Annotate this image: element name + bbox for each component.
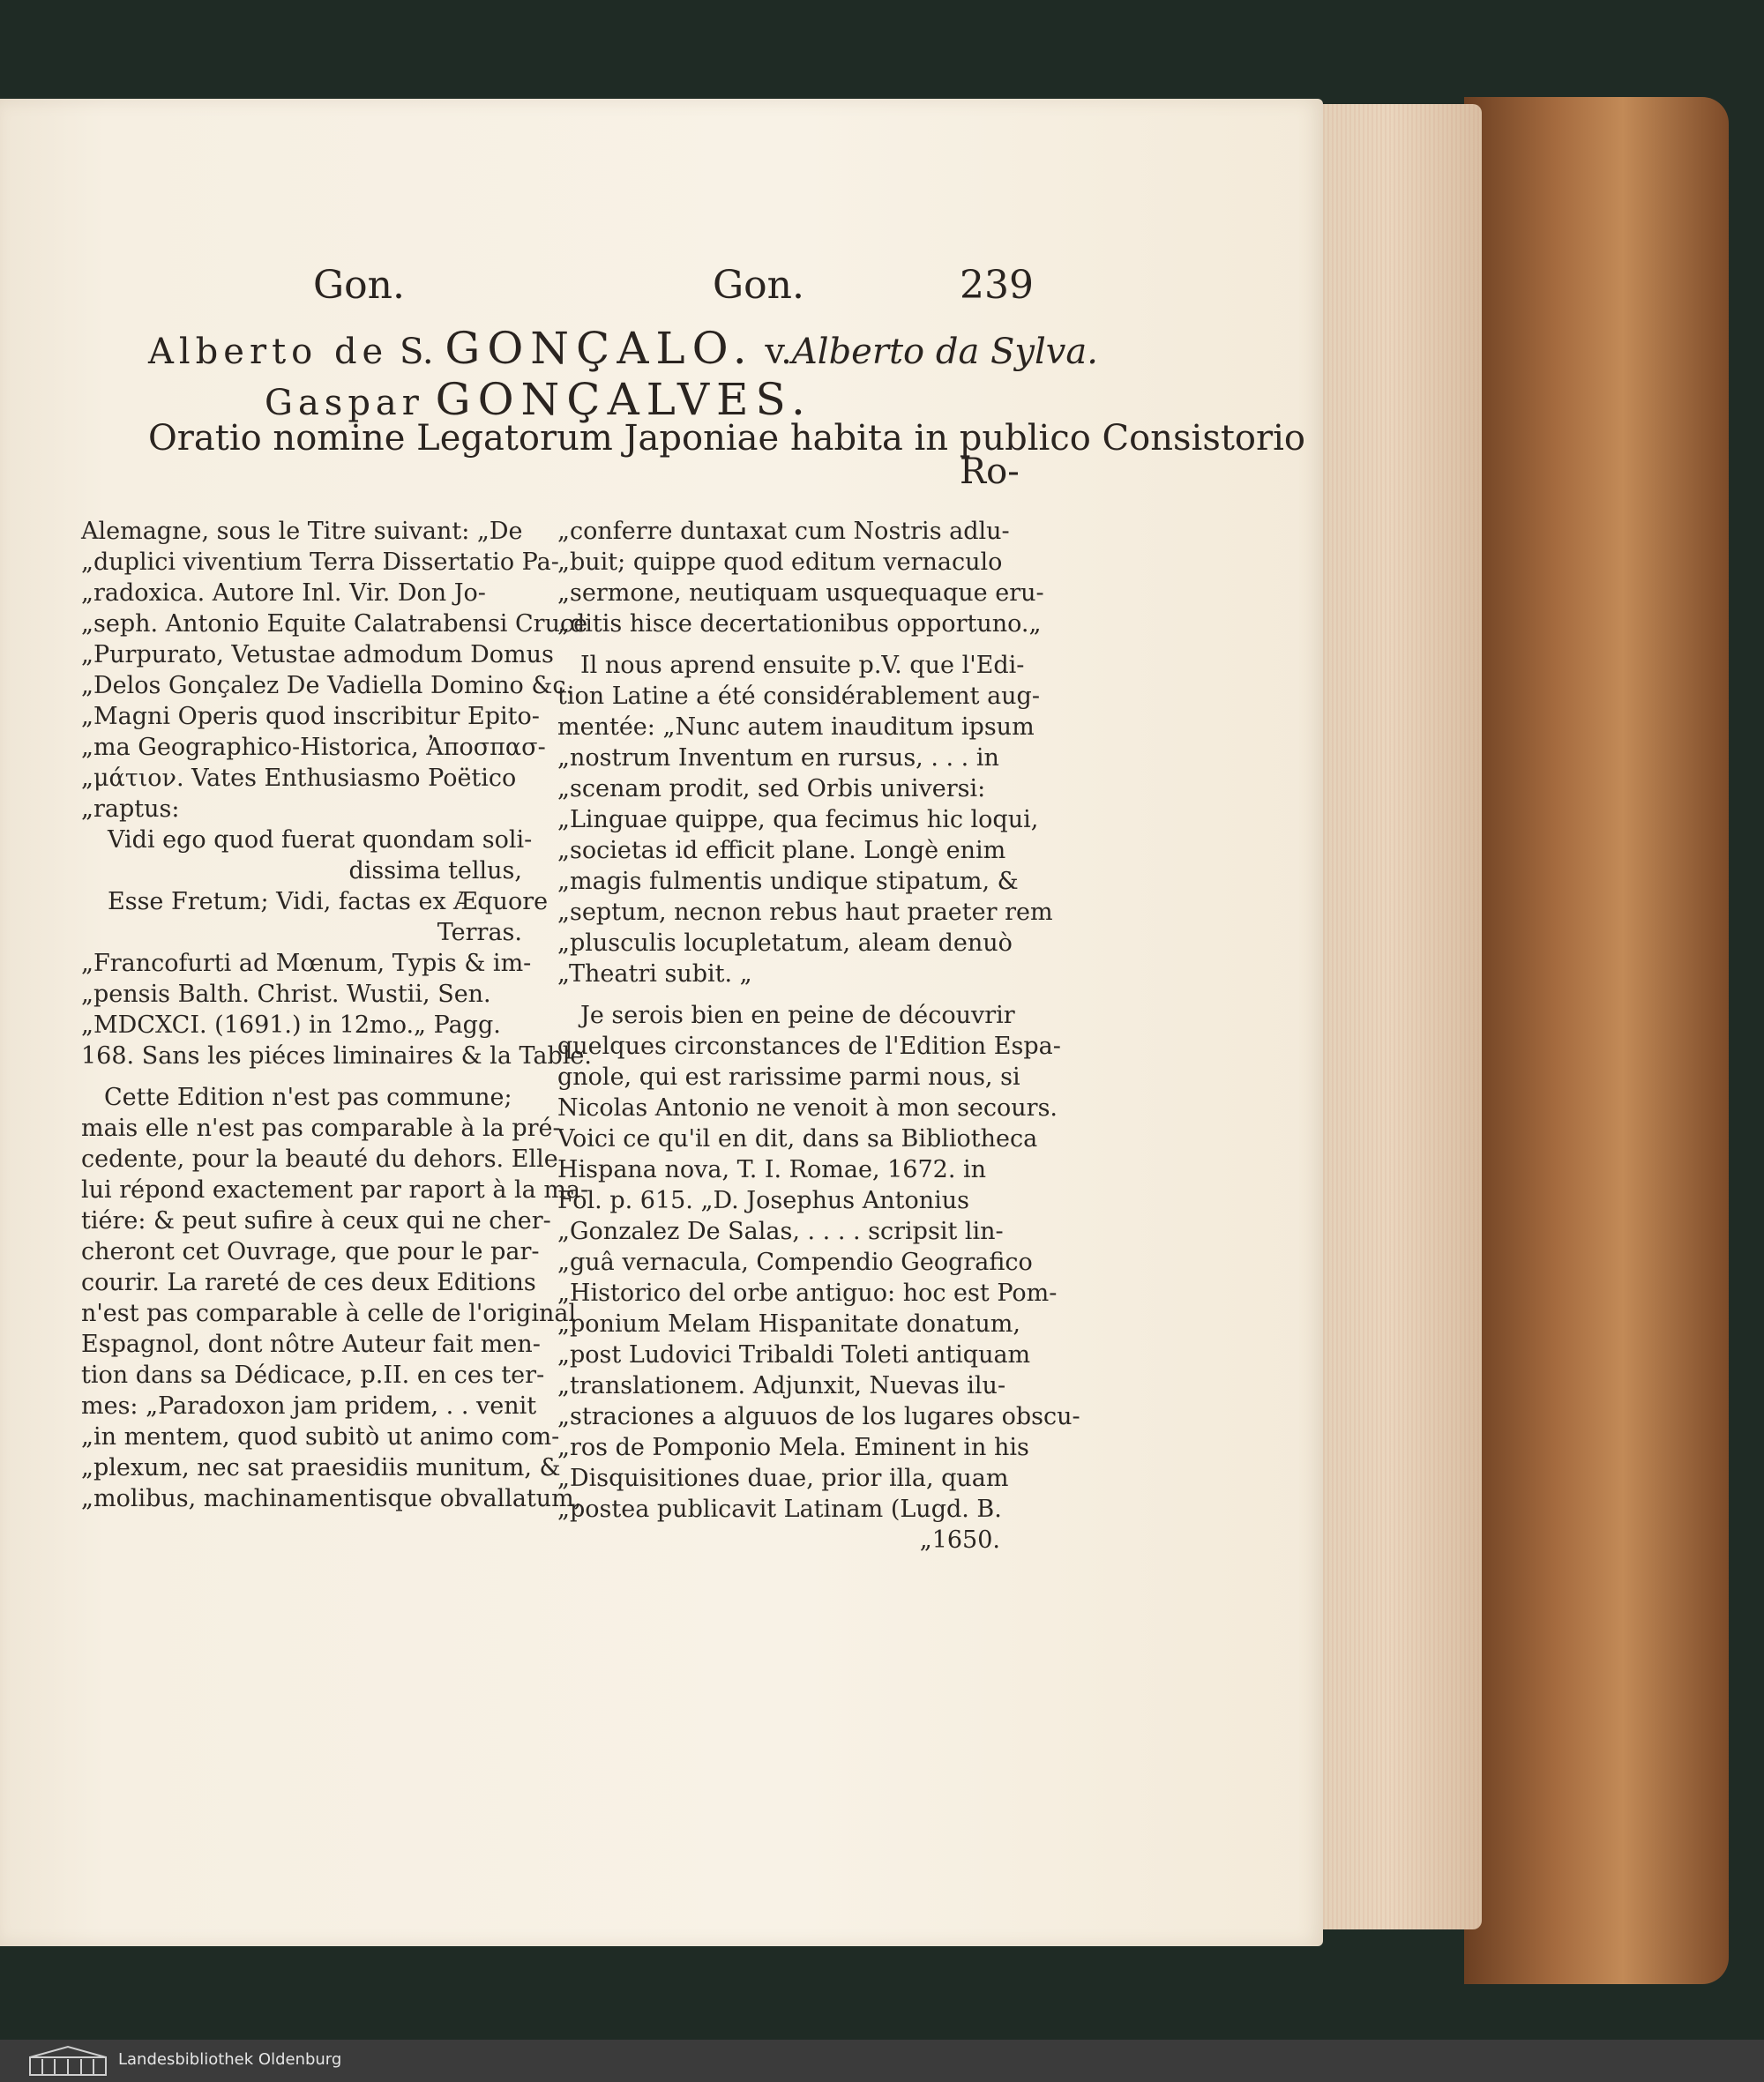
text-line: Fol. p. 615. „D. Josephus Antonius: [557, 1187, 969, 1214]
text-line: mentée: „Nunc autem inauditum ipsum: [557, 713, 1035, 741]
text-line: „ponium Melam Hispanitate donatum,: [557, 1310, 1020, 1338]
text-line: „societas id efficit plane. Longè enim: [557, 837, 1006, 864]
entry-name-saint: S.: [399, 332, 434, 372]
text-line: „Purpurato, Vetustae admodum Domus: [81, 641, 554, 668]
right-text-column: [557, 516, 1080, 1556]
footer-bar: [0, 2040, 1764, 2082]
text-line: „1650.: [919, 1526, 1000, 1554]
text-line: tion dans sa Dédicace, p.II. en ces ter-: [81, 1362, 545, 1389]
text-line: Nicolas Antonio ne venoit à mon secours.: [557, 1094, 1058, 1122]
entry-surname: GONÇALVES.: [435, 374, 812, 425]
text-line: cedente, pour la beauté du dehors. Elle: [81, 1145, 558, 1173]
text-line: „seph. Antonio Equite Calatrabensi Cruce: [81, 610, 588, 638]
footer-label: Landesbibliothek Oldenburg: [118, 2050, 342, 2069]
verse-line: Esse Fretum; Vidi, factas ex Æquore: [108, 888, 549, 915]
entry-name-prefix: Gaspar: [265, 383, 424, 423]
text-line: cheront cet Ouvrage, que pour le par-: [81, 1238, 540, 1265]
text-line: 168. Sans les piéces liminaires & la Table.: [81, 1042, 592, 1070]
text-line: „MDCXCI. (1691.) in 12mo.„ Pagg.: [81, 1011, 501, 1039]
text-line: „ros de Pomponio Mela. Eminent in his: [557, 1434, 1029, 1461]
text-line: Alemagne, sous le Titre suivant: „De: [81, 518, 523, 545]
text-line: „Disquisitiones duae, prior illa, quam: [557, 1465, 1009, 1492]
text-line: „post Ludovici Tribaldi Toleti antiquam: [557, 1341, 1031, 1369]
text-line: gnole, qui est rarissime parmi nous, si: [557, 1063, 1020, 1091]
text-line: Il nous aprend ensuite p.V. que l'Edi-: [580, 652, 1025, 679]
running-head-center: Gon.: [713, 263, 804, 308]
text-line: „Gonzalez De Salas, . . . . scripsit lin-: [557, 1218, 1004, 1245]
book-cover: [1464, 97, 1729, 1984]
text-line: tion Latine a été considérablement aug-: [557, 683, 1040, 710]
verse-line: dissima tellus,: [348, 857, 522, 884]
text-line: „scenam prodit, sed Orbis universi:: [557, 775, 986, 802]
text-line: Je serois bien en peine de découvrir: [580, 1002, 1015, 1029]
text-line: lui répond exactement par raport à la ma-: [81, 1176, 589, 1204]
left-text-column: [81, 516, 592, 1514]
work-title-line-1: Oratio nomine Legatorum Japoniae habita in publico Consistorio: [148, 418, 1305, 459]
work-title-line-2: Ro-: [960, 451, 1020, 492]
text-line: „Magni Operis quod inscribitur Epito-: [81, 703, 540, 730]
text-line: „buit; quippe quod editum vernaculo: [557, 548, 1003, 576]
text-line: „radoxica. Autore Inl. Vir. Don Jo-: [81, 579, 486, 607]
text-line: mes: „Paradoxon jam pridem, . . venit: [81, 1392, 537, 1420]
text-line: „pensis Balth. Christ. Wustii, Sen.: [81, 981, 491, 1008]
entry-heading-alberto: [148, 323, 1098, 374]
text-line: „Delos Gonçalez De Vadiella Domino &c.: [81, 672, 574, 699]
text-line: „in mentem, quod subitò ut animo com-: [81, 1423, 560, 1451]
running-head-left: Gon.: [313, 263, 405, 308]
text-line: „plexum, nec sat praesidiis munitum, &: [81, 1454, 561, 1481]
text-line: n'est pas comparable à celle de l'original: [81, 1300, 577, 1327]
paragraph-gap: [557, 639, 1009, 650]
text-line: „postea publicavit Latinam (Lugd. B.: [557, 1496, 1002, 1523]
verse-line: Terras.: [437, 919, 522, 946]
text-line: Espagnol, dont nôtre Auteur fait men-: [81, 1331, 541, 1358]
page-number: 239: [960, 263, 1034, 308]
text-line: „conferre duntaxat cum Nostris adlu-: [557, 518, 1010, 545]
verse-line: Vidi ego quod fuerat quondam soli-: [108, 826, 533, 854]
text-line: „sermone, neutiquam usquequaque eru-: [557, 579, 1044, 607]
text-line: quelques circonstances de l'Edition Espa-: [557, 1033, 1061, 1060]
text-line: „raptus:: [81, 795, 180, 823]
text-line: „Historico del orbe antiguo: hoc est Pom-: [557, 1280, 1058, 1307]
text-line: „guâ vernacula, Compendio Geografico: [557, 1249, 1033, 1276]
text-line: courir. La rareté de ces deux Editions: [81, 1269, 536, 1296]
page-edges: [1314, 104, 1482, 1929]
entry-crossref-marker: v.: [765, 332, 792, 372]
text-line: „septum, necnon rebus haut praeter rem: [557, 899, 1053, 926]
library-building-icon: [28, 2045, 108, 2077]
text-line: „molibus, machinamentisque obvallatum,: [81, 1485, 582, 1512]
text-line: „magis fulmentis undique stipatum, &: [557, 868, 1019, 895]
text-line: Hispana nova, T. I. Romae, 1672. in: [557, 1156, 987, 1183]
text-line: Voici ce qu'il en dit, dans sa Bibliotheca: [557, 1125, 1038, 1153]
paragraph-gap: [557, 989, 1009, 1000]
text-line: „μάτιον. Vates Enthusiasmo Poëtico: [81, 765, 517, 792]
text-line: „translationem. Adjunxit, Nuevas ilu-: [557, 1372, 1006, 1399]
text-line: „ma Geographico-Historica, Ἀποσπασ-: [81, 734, 546, 761]
text-line: mais elle n'est pas comparable à la pré-: [81, 1115, 561, 1142]
text-line: „plusculis locupletatum, aleam denuò: [557, 929, 1013, 957]
entry-crossref: Alberto da Sylva.: [791, 332, 1098, 372]
text-line: „duplici viventium Terra Dissertatio Pa-: [81, 548, 559, 576]
text-line: „nostrum Inventum en rursus, . . . in: [557, 744, 999, 772]
text-line: „straciones a alguuos de los lugares obscu-: [557, 1403, 1080, 1430]
text-line: Cette Edition n'est pas commune;: [104, 1084, 512, 1111]
paragraph-gap: [81, 1071, 531, 1082]
text-line: „Linguae quippe, qua fecimus hic loqui,: [557, 806, 1039, 833]
text-line: „Francofurti ad Mœnum, Typis & im-: [81, 950, 532, 977]
text-line: „Theatri subit. „: [557, 960, 752, 988]
entry-name-prefix: Alberto de: [148, 332, 389, 372]
entry-surname: GONÇALO.: [445, 323, 754, 374]
text-line: „ditis hisce decertationibus opportuno.„: [557, 610, 1042, 638]
text-line: tiére: & peut sufire à ceux qui ne cher-: [81, 1207, 551, 1235]
